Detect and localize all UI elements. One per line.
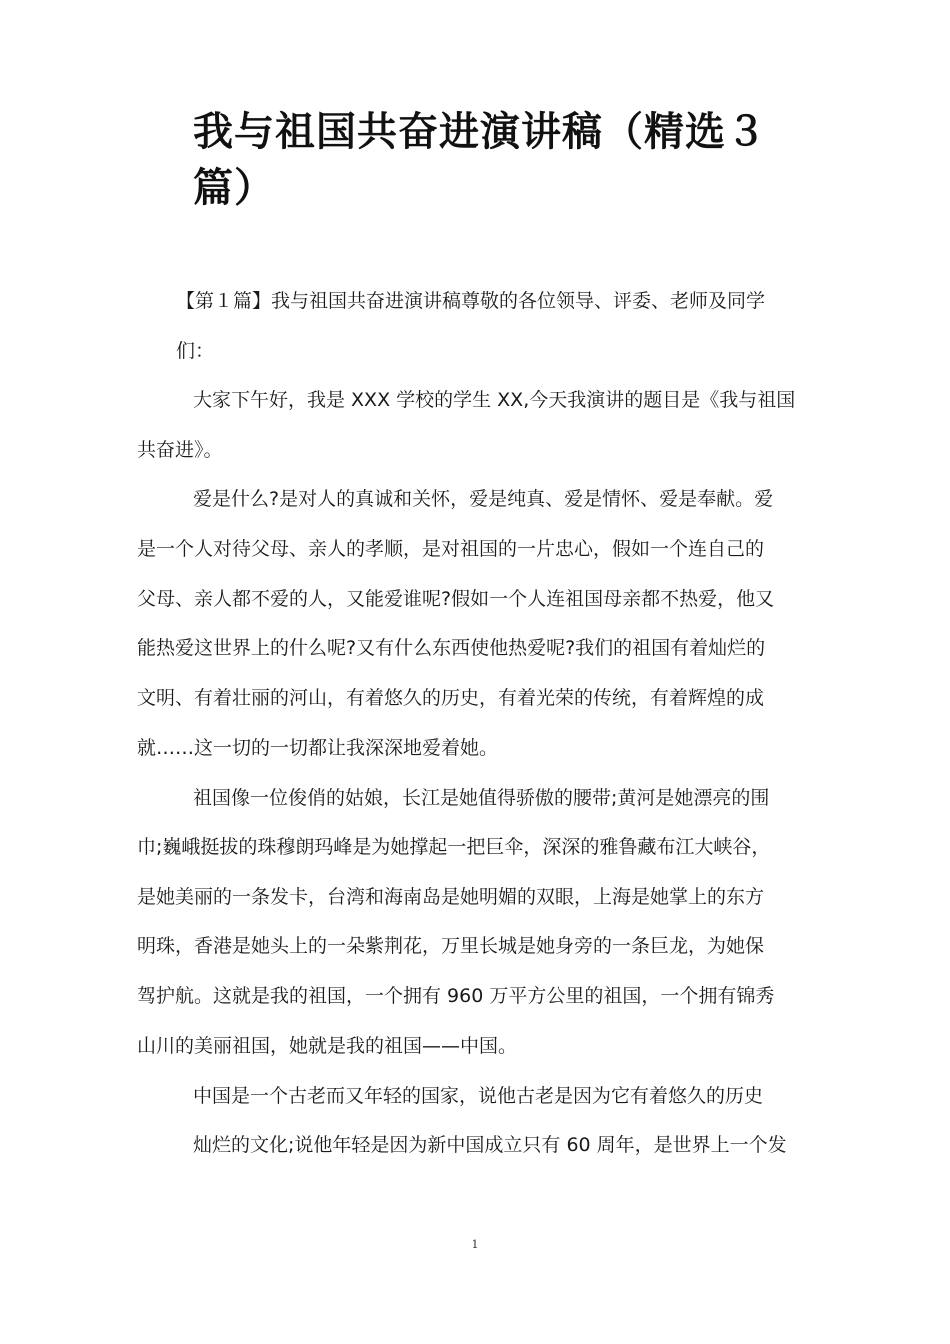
text-line: 祖国像一位俊俏的姑娘，长江是她值得骄傲的腰带;黄河是她漂亮的围 bbox=[193, 787, 770, 809]
text-line: 能热爱这世界上的什么呢?又有什么东西使他热爱呢?我们的祖国有着灿烂的 bbox=[137, 637, 766, 659]
text-line: 父母、亲人都不爱的人，又能爱谁呢?假如一个人连祖国母亲都不热爱，他又 bbox=[137, 588, 775, 610]
text-line: 共奋进》。 bbox=[137, 439, 223, 461]
text-line: 明珠，香港是她头上的一朵紫荆花，万里长城是她身旁的一条巨龙，为她保 bbox=[137, 935, 765, 957]
text-line: 大家下午好，我是 XXX 学校的学生 XX,今天我演讲的题目是《我与祖国 bbox=[193, 389, 796, 411]
text-line: 灿烂的文化;说他年轻是因为新中国成立只有 60 周年，是世界上一个发 bbox=[193, 1134, 787, 1156]
text-line: 爱是什么?是对人的真诚和关怀，爱是纯真、爱是情怀、爱是奉献。爱 bbox=[193, 488, 774, 510]
document-title: 我与祖国共奋进演讲稿（精选３篇） bbox=[193, 109, 767, 211]
text-line: 是她美丽的一条发卡，台湾和海南岛是她明媚的双眼，上海是她掌上的东方 bbox=[137, 886, 765, 908]
page-number: 1 bbox=[471, 1238, 479, 1251]
text-line: 【第１篇】我与祖国共奋进演讲稿尊敬的各位领导、评委、老师及同学 bbox=[176, 290, 766, 312]
text-line: 驾护航。这就是我的祖国，一个拥有 960 万平方公里的祖国，一个拥有锦秀 bbox=[137, 985, 775, 1007]
text-line: 是一个人对待父母、亲人的孝顺，是对祖国的一片忠心，假如一个连自己的 bbox=[137, 538, 765, 560]
text-line: 巾;巍峨挺拔的珠穆朗玛峰是为她撑起一把巨伞，深深的雅鲁藏布江大峡谷， bbox=[137, 836, 771, 858]
text-line: 就……这一切的一切都让我深深地爱着她。 bbox=[137, 737, 499, 759]
text-line: 中国是一个古老而又年轻的国家，说他古老是因为它有着悠久的历史 bbox=[193, 1085, 764, 1107]
text-line: 们： bbox=[176, 340, 215, 362]
text-line: 山川的美丽祖国，她就是我的祖国——中国。 bbox=[137, 1035, 518, 1057]
text-line: 文明、有着壮丽的河山，有着悠久的历史，有着光荣的传统，有着辉煌的成 bbox=[137, 687, 765, 709]
